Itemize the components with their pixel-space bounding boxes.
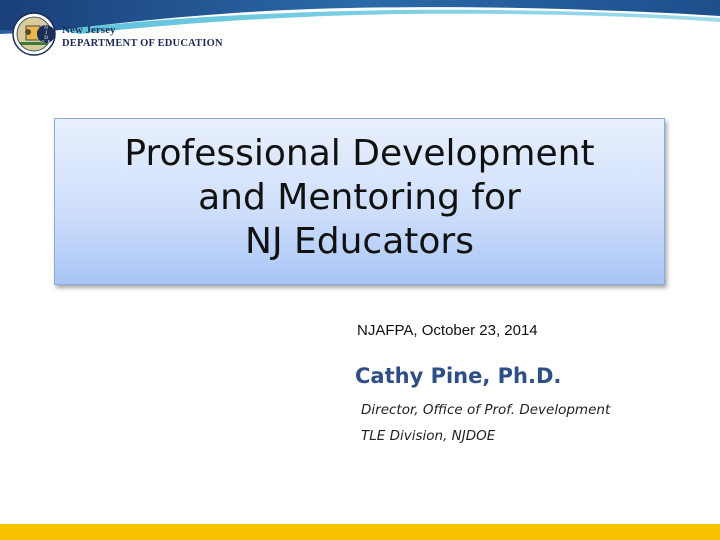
title-line-1: Professional Development [124,132,595,174]
title-line-2: and Mentoring for [198,176,521,218]
presenter-division: TLE Division, NJDOE [361,428,496,444]
title-box [54,118,665,285]
slide-title [124,132,594,264]
footer-bar [0,524,720,540]
svg-text:N: N [44,26,48,31]
svg-text:O: O [41,39,45,44]
title-line-3: NJ Educators [245,220,474,262]
nj-state-seal-icon [12,12,56,56]
department-name [62,24,223,50]
presenter-role: Director, Office of Prof. Development [361,402,611,418]
presenter-name: Cathy Pine, Ph.D. [355,364,562,388]
svg-text:D: D [44,36,48,41]
svg-text:E: E [47,39,51,44]
org-line-2: DEPARTMENT OF EDUCATION [62,38,223,49]
svg-text:J: J [45,31,47,36]
org-line-1: New Jersey [62,24,116,36]
event-info: NJAFPA, October 23, 2014 [357,322,538,339]
